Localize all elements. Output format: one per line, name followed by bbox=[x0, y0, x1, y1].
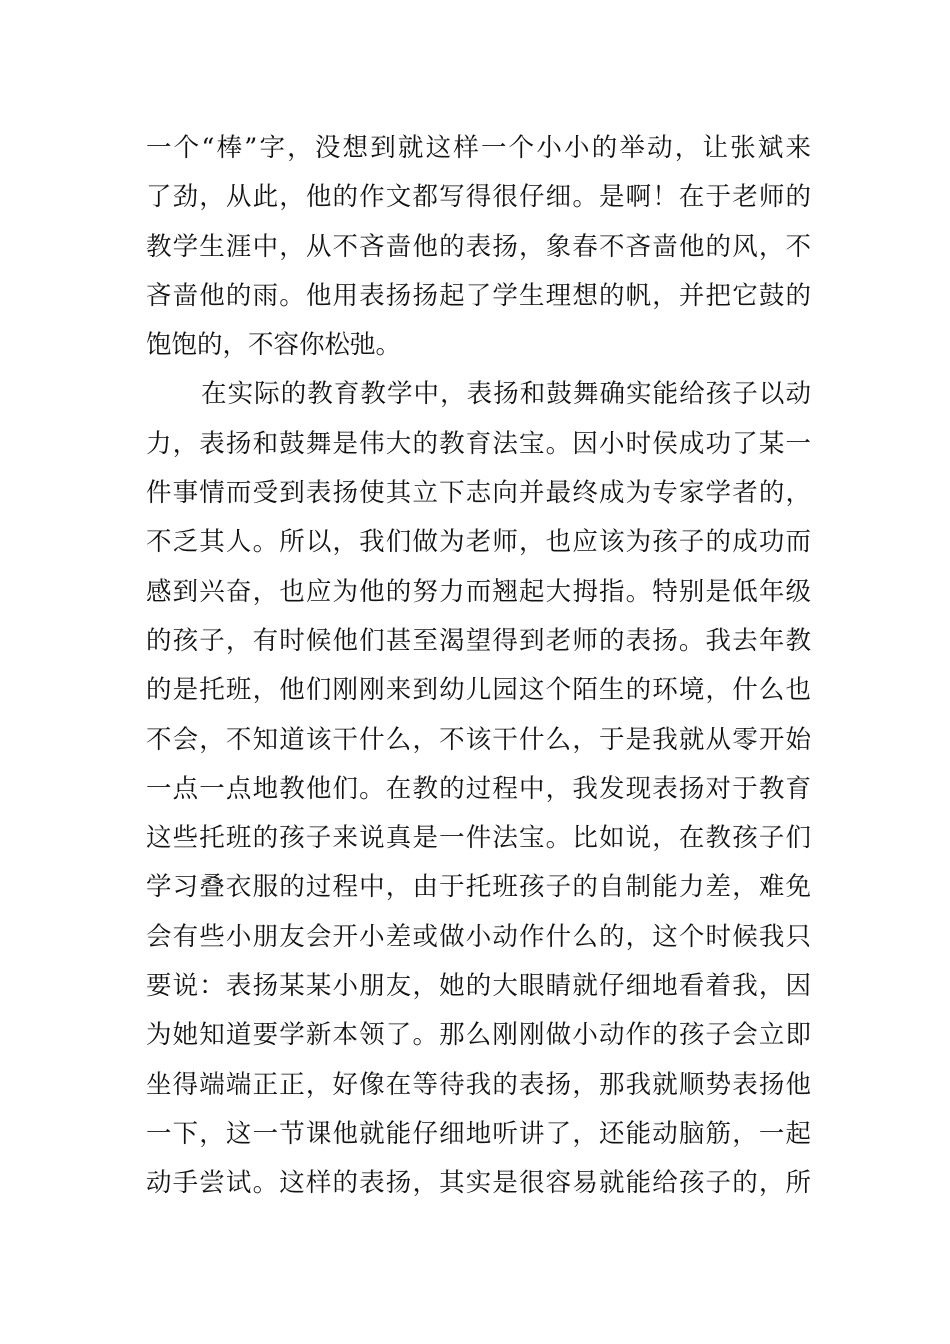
paragraph-first-line: 在实际的教育教学中，表扬和鼓舞确实能给孩子以动 bbox=[201, 379, 811, 410]
text-line: 吝啬他的雨。他用表扬扬起了学生理想的帆，并把它鼓的 bbox=[146, 280, 811, 311]
text-line: 了劲，从此，他的作文都写得很仔细。是啊！在于老师的 bbox=[146, 182, 811, 213]
text-line: 一点一点地教他们。在教的过程中，我发现表扬对于教育 bbox=[146, 773, 811, 804]
text-line: 坐得端端正正，好像在等待我的表扬，那我就顺势表扬他 bbox=[146, 1069, 811, 1100]
text-line: 一个“棒”字，没想到就这样一个小小的举动，让张斌来 bbox=[146, 133, 811, 163]
text-line: 要说：表扬某某小朋友，她的大眼睛就仔细地看着我，因 bbox=[146, 971, 811, 1002]
text-line: 学习叠衣服的过程中，由于托班孩子的自制能力差，难免 bbox=[146, 872, 811, 903]
text-line: 不会，不知道该干什么，不该干什么，于是我就从零开始 bbox=[146, 724, 811, 755]
text-line: 不乏其人。所以，我们做为老师，也应该为孩子的成功而 bbox=[146, 527, 811, 558]
text-line: 的是托班，他们刚刚来到幼儿园这个陌生的环境，什么也 bbox=[146, 675, 811, 706]
text-line: 力，表扬和鼓舞是伟大的教育法宝。因小时侯成功了某一 bbox=[146, 428, 811, 459]
text-line: 会有些小朋友会开小差或做小动作什么的，这个时候我只 bbox=[146, 921, 811, 952]
text-line: 教学生涯中，从不吝啬他的表扬，象春不吝啬他的风，不 bbox=[146, 231, 811, 262]
body-text bbox=[146, 124, 811, 1209]
text-line: 的孩子，有时候他们甚至渴望得到老师的表扬。我去年教 bbox=[146, 625, 811, 656]
text-line: 这些托班的孩子来说真是一件法宝。比如说，在教孩子们 bbox=[146, 823, 811, 854]
text-line: 动手尝试。这样的表扬，其实是很容易就能给孩子的，所 bbox=[146, 1168, 811, 1199]
text-line: 为她知道要学新本领了。那么刚刚做小动作的孩子会立即 bbox=[146, 1020, 811, 1051]
text-line: 件事情而受到表扬使其立下志向并最终成为专家学者的， bbox=[146, 478, 811, 509]
text-line: 饱饱的，不容你松弛。 bbox=[146, 330, 402, 361]
text-line: 一下，这一节课他就能仔细地听讲了，还能动脑筋，一起 bbox=[146, 1118, 811, 1149]
text-line: 感到兴奋，也应为他的努力而翘起大拇指。特别是低年级 bbox=[146, 576, 811, 607]
